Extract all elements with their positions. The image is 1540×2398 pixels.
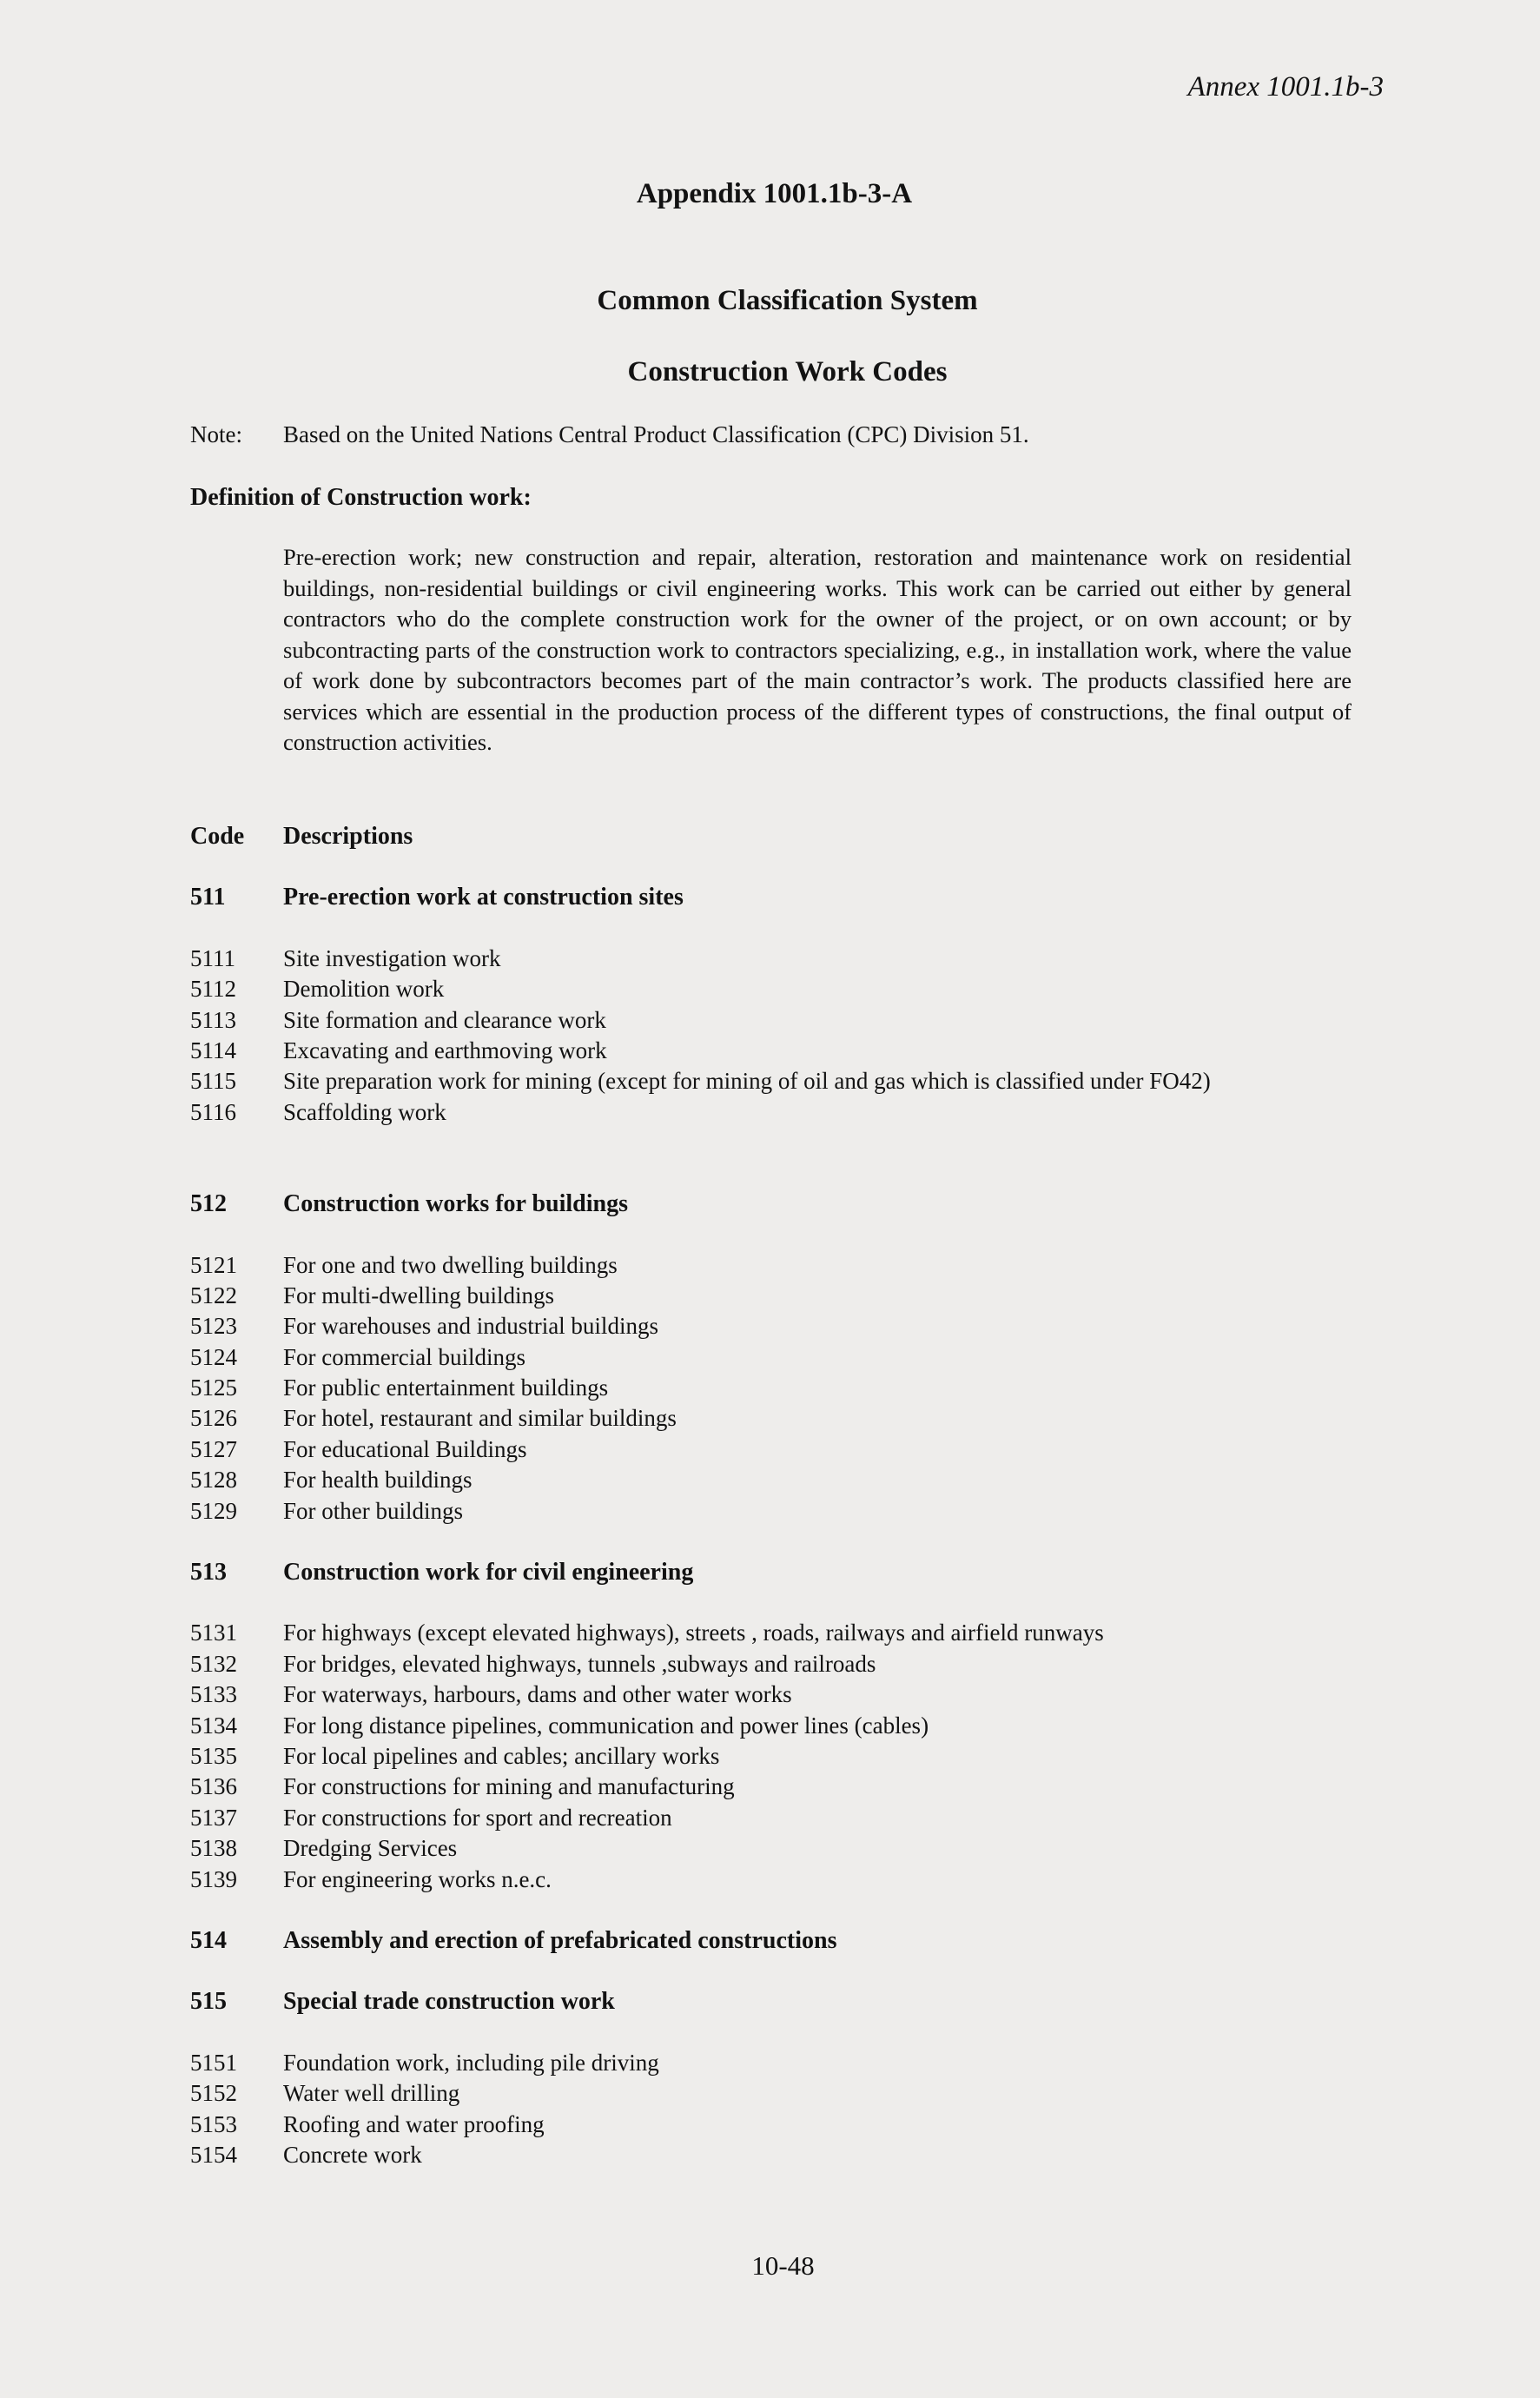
group-code: 514: [190, 1926, 227, 1954]
item-description: Dredging Services: [283, 1835, 458, 1862]
group-code: 511: [190, 884, 226, 911]
list-item: [190, 1649, 1406, 1679]
list-item: [190, 1833, 1406, 1864]
item-code: 5137: [190, 1804, 237, 1831]
group-header: [190, 1986, 1406, 2017]
list-item: [190, 1865, 1406, 1895]
column-header-code: Code: [190, 823, 245, 850]
item-code: 5121: [190, 1251, 237, 1278]
item-description: For commercial buildings: [283, 1343, 525, 1370]
list-item: [190, 2078, 1406, 2109]
list-item: [190, 1403, 1406, 1434]
item-description: For long distance pipelines, communication and power lines (cables): [283, 1712, 929, 1739]
item-description: For one and two dwelling buildings: [283, 1251, 618, 1278]
item-description: For engineering works n.e.c.: [283, 1865, 552, 1892]
item-description: Site preparation work for mining (except for mining of oil and gas which is classified under FO42): [283, 1068, 1211, 1095]
item-code: 5129: [190, 1497, 237, 1524]
item-description: For other buildings: [283, 1497, 463, 1524]
item-code: 5113: [190, 1006, 236, 1033]
group-code: 515: [190, 1988, 227, 2016]
item-code: 5151: [190, 2049, 237, 2076]
item-description: Excavating and earthmoving work: [283, 1037, 607, 1063]
list-item: [190, 1465, 1406, 1495]
group-header: [190, 1557, 1406, 1587]
list-item: [190, 1772, 1406, 1802]
list-item: [190, 1097, 1406, 1128]
item-code: 5131: [190, 1620, 237, 1646]
list-item: [190, 1434, 1406, 1465]
item-description: For constructions for sport and recreation: [283, 1804, 672, 1831]
list-item: [190, 1066, 1406, 1096]
item-description: Concrete work: [283, 2141, 422, 2168]
list-item: [190, 1679, 1406, 1710]
group-title: Construction works for buildings: [283, 1190, 629, 1218]
column-headers: [190, 821, 1406, 851]
item-description: Roofing and water proofing: [283, 2110, 545, 2137]
item-description: For local pipelines and cables; ancillary works: [283, 1742, 720, 1769]
item-description: For highways (except elevated highways), streets , roads, railways and airfield runways: [283, 1620, 1104, 1646]
list-item: [190, 1803, 1406, 1833]
item-code: 5115: [190, 1068, 236, 1095]
item-description: Water well drilling: [283, 2080, 460, 2107]
item-code: 5132: [190, 1650, 237, 1677]
group-code: 512: [190, 1190, 227, 1218]
list-item: [190, 1373, 1406, 1403]
item-code: 5112: [190, 976, 236, 1003]
appendix-title: Appendix 1001.1b-3-A: [636, 178, 913, 209]
item-code: 5127: [190, 1435, 237, 1462]
item-code: 5153: [190, 2110, 237, 2137]
item-code: 5139: [190, 1865, 237, 1892]
note-label: Note:: [190, 421, 242, 447]
definition-heading: Definition of Construction work:: [190, 484, 532, 511]
item-description: For public entertainment buildings: [283, 1375, 609, 1401]
note: [190, 421, 1029, 448]
group-header: [190, 1189, 1406, 1219]
codes-title: Construction Work Codes: [627, 356, 948, 388]
group-code: 513: [190, 1559, 227, 1587]
item-code: 5126: [190, 1405, 237, 1432]
column-header-descriptions: Descriptions: [283, 823, 413, 850]
system-title: Common Classification System: [597, 285, 978, 316]
list-item: [190, 2048, 1406, 2078]
item-description: For waterways, harbours, dams and other water works: [283, 1681, 792, 1708]
note-text: Based on the United Nations Central Product Classification (CPC) Division 51.: [283, 421, 1029, 447]
item-description: For bridges, elevated highways, tunnels ,subways and railroads: [283, 1650, 876, 1677]
list-item: [190, 1711, 1406, 1741]
group-title: Assembly and erection of prefabricated constructions: [283, 1926, 837, 1954]
list-item: [190, 1311, 1406, 1341]
group-header: [190, 882, 1406, 912]
group-title: Special trade construction work: [283, 1988, 615, 2016]
list-item: [190, 1250, 1406, 1281]
definition-body: Pre-erection work; new construction and repair, alteration, restoration and maintenance work on residential buildings, non-residential buildings or civil engineering works. This work can be carried out either by general contractors who do the complete construction work for the owner of the project, or on own account; or by subcontracting parts of the construction work to contractors specializing, e.g., in installation work, where the value of work done by subcontractors becomes part of the main contractor’s work. The products classified here are services which are essential in the production process of the different types of constructions, the final output of construction activities.: [283, 544, 1352, 755]
item-description: Foundation work, including pile driving: [283, 2049, 659, 2076]
item-code: 5128: [190, 1467, 237, 1494]
list-item: [190, 944, 1406, 974]
item-description: For hotel, restaurant and similar buildings: [283, 1405, 677, 1432]
list-item: [190, 1005, 1406, 1036]
item-code: 5116: [190, 1098, 236, 1125]
item-code: 5111: [190, 944, 235, 971]
item-description: Site investigation work: [283, 944, 501, 971]
item-description: Site formation and clearance work: [283, 1006, 606, 1033]
item-code: 5135: [190, 1742, 237, 1769]
item-code: 5122: [190, 1282, 237, 1308]
list-item: [190, 1281, 1406, 1311]
list-item: [190, 974, 1406, 1004]
item-code: 5154: [190, 2141, 237, 2168]
item-code: 5134: [190, 1712, 237, 1739]
item-code: 5125: [190, 1375, 237, 1401]
item-description: Scaffolding work: [283, 1098, 446, 1125]
item-description: For health buildings: [283, 1467, 473, 1494]
item-code: 5124: [190, 1343, 237, 1370]
page-number: 10-48: [751, 2250, 815, 2281]
list-item: [190, 1496, 1406, 1527]
group-title: Pre-erection work at construction sites: [283, 884, 684, 911]
item-code: 5114: [190, 1037, 236, 1063]
group-header: [190, 1925, 1406, 1956]
list-item: [190, 1618, 1406, 1648]
list-item: [190, 1741, 1406, 1772]
list-item: [190, 2110, 1406, 2140]
item-code: 5133: [190, 1681, 237, 1708]
list-item: [190, 1342, 1406, 1373]
item-description: For educational Buildings: [283, 1435, 527, 1462]
code-list: [190, 821, 1406, 2170]
item-description: Demolition work: [283, 976, 445, 1003]
item-code: 5136: [190, 1773, 237, 1800]
item-description: For warehouses and industrial buildings: [283, 1313, 658, 1340]
item-description: For multi-dwelling buildings: [283, 1282, 555, 1308]
item-code: 5152: [190, 2080, 237, 2107]
item-description: For constructions for mining and manufacturing: [283, 1773, 735, 1800]
list-item: [190, 1036, 1406, 1066]
list-item: [190, 2140, 1406, 2170]
item-code: 5123: [190, 1313, 237, 1340]
item-code: 5138: [190, 1835, 237, 1862]
group-title: Construction work for civil engineering: [283, 1559, 694, 1587]
annex-header: Annex 1001.1b-3: [1187, 71, 1384, 103]
